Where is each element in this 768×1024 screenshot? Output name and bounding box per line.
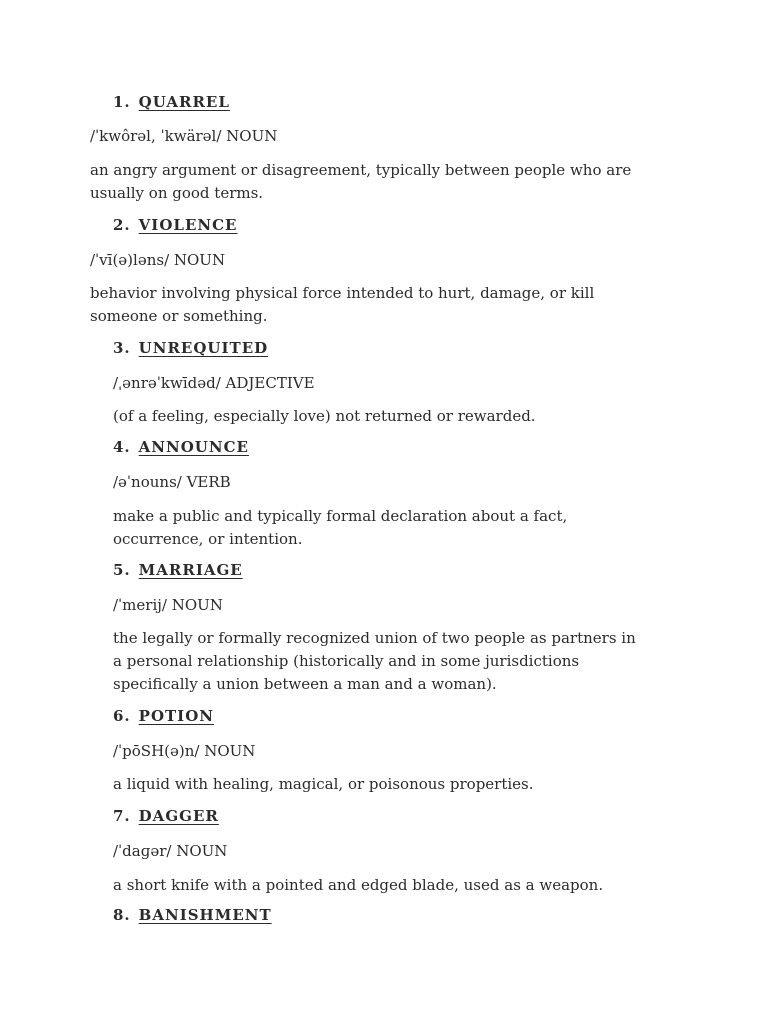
term-heading	[113, 93, 230, 111]
term-number: 1.	[113, 93, 131, 111]
term-word: MARRIAGE	[138, 561, 243, 579]
term-pronunciation: /ˈpōSH(ə)n/ NOUN	[113, 742, 256, 760]
term-definition	[90, 282, 594, 328]
term-number: 6.	[113, 707, 131, 725]
term-pronunciation: /ˈmerij/ NOUN	[113, 596, 223, 614]
term-heading	[113, 438, 249, 456]
term-pronunciation: /ˈvī(ə)ləns/ NOUN	[90, 251, 226, 269]
term-number: 7.	[113, 807, 131, 825]
term-word: VIOLENCE	[138, 216, 238, 234]
term-heading	[113, 216, 237, 234]
definition-line: an angry argument or disagreement, typically between people who are	[90, 161, 632, 179]
definition-line: occurrence, or intention.	[113, 530, 303, 548]
definition-line: a liquid with healing, magical, or poisonous properties.	[113, 775, 534, 793]
definition-line: a short knife with a pointed and edged blade, used as a weapon.	[113, 876, 604, 894]
term-word: POTION	[138, 707, 214, 725]
term-definition	[113, 405, 536, 428]
term-number: 2.	[113, 216, 131, 234]
term-pronunciation: /ˈkwôrəl, ˈkwärəl/ NOUN	[90, 127, 278, 145]
term-heading	[113, 561, 243, 579]
term-number: 5.	[113, 561, 131, 579]
definition-line: behavior involving physical force intended to hurt, damage, or kill	[90, 284, 595, 302]
term-word: UNREQUITED	[138, 339, 269, 357]
definition-line: the legally or formally recognized union of two people as partners in	[113, 629, 636, 647]
term-word: BANISHMENT	[138, 906, 272, 924]
term-number: 3.	[113, 339, 131, 357]
term-word: QUARREL	[138, 93, 230, 111]
definition-line: specifically a union between a man and a woman).	[113, 675, 497, 693]
term-heading	[113, 707, 214, 725]
term-pronunciation: /ˈdaɡər/ NOUN	[113, 842, 228, 860]
term-definition	[113, 627, 636, 696]
term-heading	[113, 906, 272, 924]
term-definition	[113, 773, 534, 796]
definition-line: usually on good terms.	[90, 184, 264, 202]
term-number: 8.	[113, 906, 131, 924]
term-definition	[113, 874, 603, 897]
term-heading	[113, 339, 268, 357]
definition-line: make a public and typically formal declaration about a fact,	[113, 507, 568, 525]
term-pronunciation: /əˈnouns/ VERB	[113, 473, 231, 491]
term-heading	[113, 807, 219, 825]
term-word: ANNOUNCE	[138, 438, 249, 456]
definition-line: a personal relationship (historically and in some jurisdictions	[113, 652, 580, 670]
term-number: 4.	[113, 438, 131, 456]
term-definition	[113, 505, 567, 551]
term-definition	[90, 159, 631, 205]
term-word: DAGGER	[138, 807, 219, 825]
term-pronunciation: /ˌənrəˈkwīdəd/ ADJECTIVE	[113, 374, 315, 392]
definition-line: someone or something.	[90, 307, 268, 325]
definition-line: (of a feeling, especially love) not returned or rewarded.	[113, 407, 536, 425]
